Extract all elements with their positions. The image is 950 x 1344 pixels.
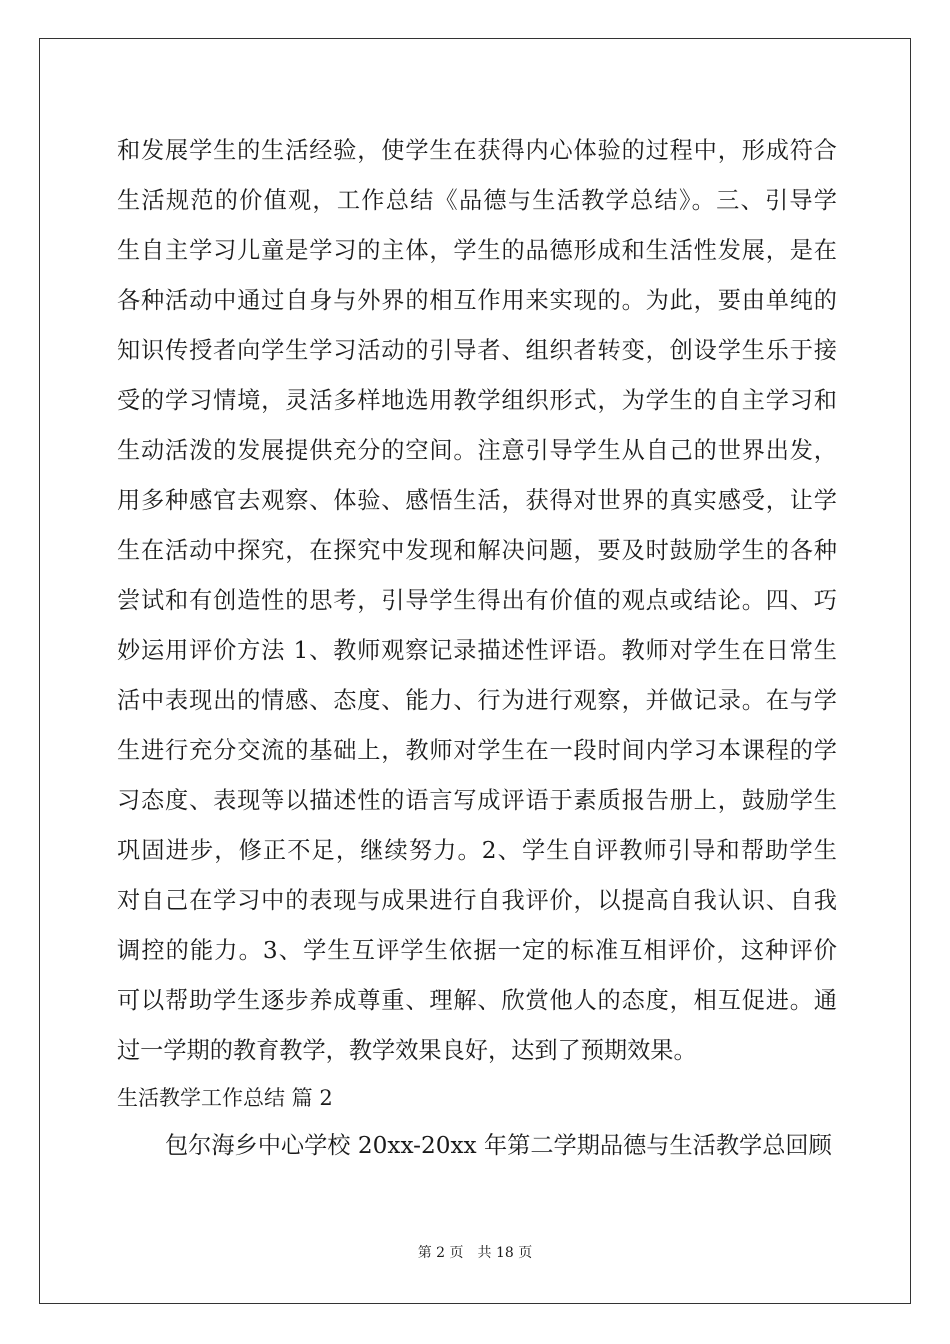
paragraph-start: 包尔海乡中心学校 20xx-20xx 年第二学期品德与生活教学总回顾 xyxy=(165,1132,832,1159)
text-line: 可以帮助学生逐步养成尊重、理解、欣赏他人的态度，相互促进。通 xyxy=(117,987,837,1014)
text-line: 巩固进步，修正不足，继续努力。2、学生自评教师引导和帮助学生 xyxy=(117,837,837,864)
text-line: 生在活动中探究，在探究中发现和解决问题，要及时鼓励学生的各种 xyxy=(117,537,837,564)
text-line: 调控的能力。3、学生互评学生依据一定的标准互相评价，这种评价 xyxy=(117,937,837,964)
page-number: 第 2 页 共 18 页 xyxy=(417,1245,533,1261)
text-line: 生动活泼的发展提供充分的空间。注意引导学生从自己的世界出发， xyxy=(117,437,837,464)
page-footer xyxy=(0,1243,950,1263)
text-line: 各种活动中通过自身与外界的相互作用来实现的。为此，要由单纯的 xyxy=(117,287,837,314)
text-line: 受的学习情境，灵活多样地选用教学组织形式，为学生的自主学习和 xyxy=(117,387,837,414)
text-line: 生自主学习儿童是学习的主体，学生的品德形成和生活性发展，是在 xyxy=(117,237,837,264)
text-line: 生进行充分交流的基础上，教师对学生在一段时间内学习本课程的学 xyxy=(117,737,837,764)
text-line: 习态度、表现等以描述性的语言写成评语于素质报告册上，鼓励学生 xyxy=(117,787,837,814)
section-heading: 生活教学工作总结 篇 2 xyxy=(117,1086,333,1110)
text-line: 活中表现出的情感、态度、能力、行为进行观察，并做记录。在与学 xyxy=(117,687,837,714)
text-line: 和发展学生的生活经验，使学生在获得内心体验的过程中，形成符合 xyxy=(117,137,837,164)
text-line: 妙运用评价方法 1、教师观察记录描述性评语。教师对学生在日常生 xyxy=(117,637,837,664)
text-line: 知识传授者向学生学习活动的引导者、组织者转变，创设学生乐于接 xyxy=(117,337,837,364)
body-text xyxy=(117,126,837,1076)
text-line: 对自己在学习中的表现与成果进行自我评价，以提高自我认识、自我 xyxy=(117,887,837,914)
text-line: 用多种感官去观察、体验、感悟生活，获得对世界的真实感受，让学 xyxy=(117,487,837,514)
text-line: 尝试和有创造性的思考，引导学生得出有价值的观点或结论。四、巧 xyxy=(117,587,837,614)
text-line: 生活规范的价值观，工作总结《品德与生活教学总结》。三、引导学 xyxy=(117,187,837,214)
text-line: 过一学期的教育教学，教学效果良好，达到了预期效果。 xyxy=(117,1037,697,1064)
